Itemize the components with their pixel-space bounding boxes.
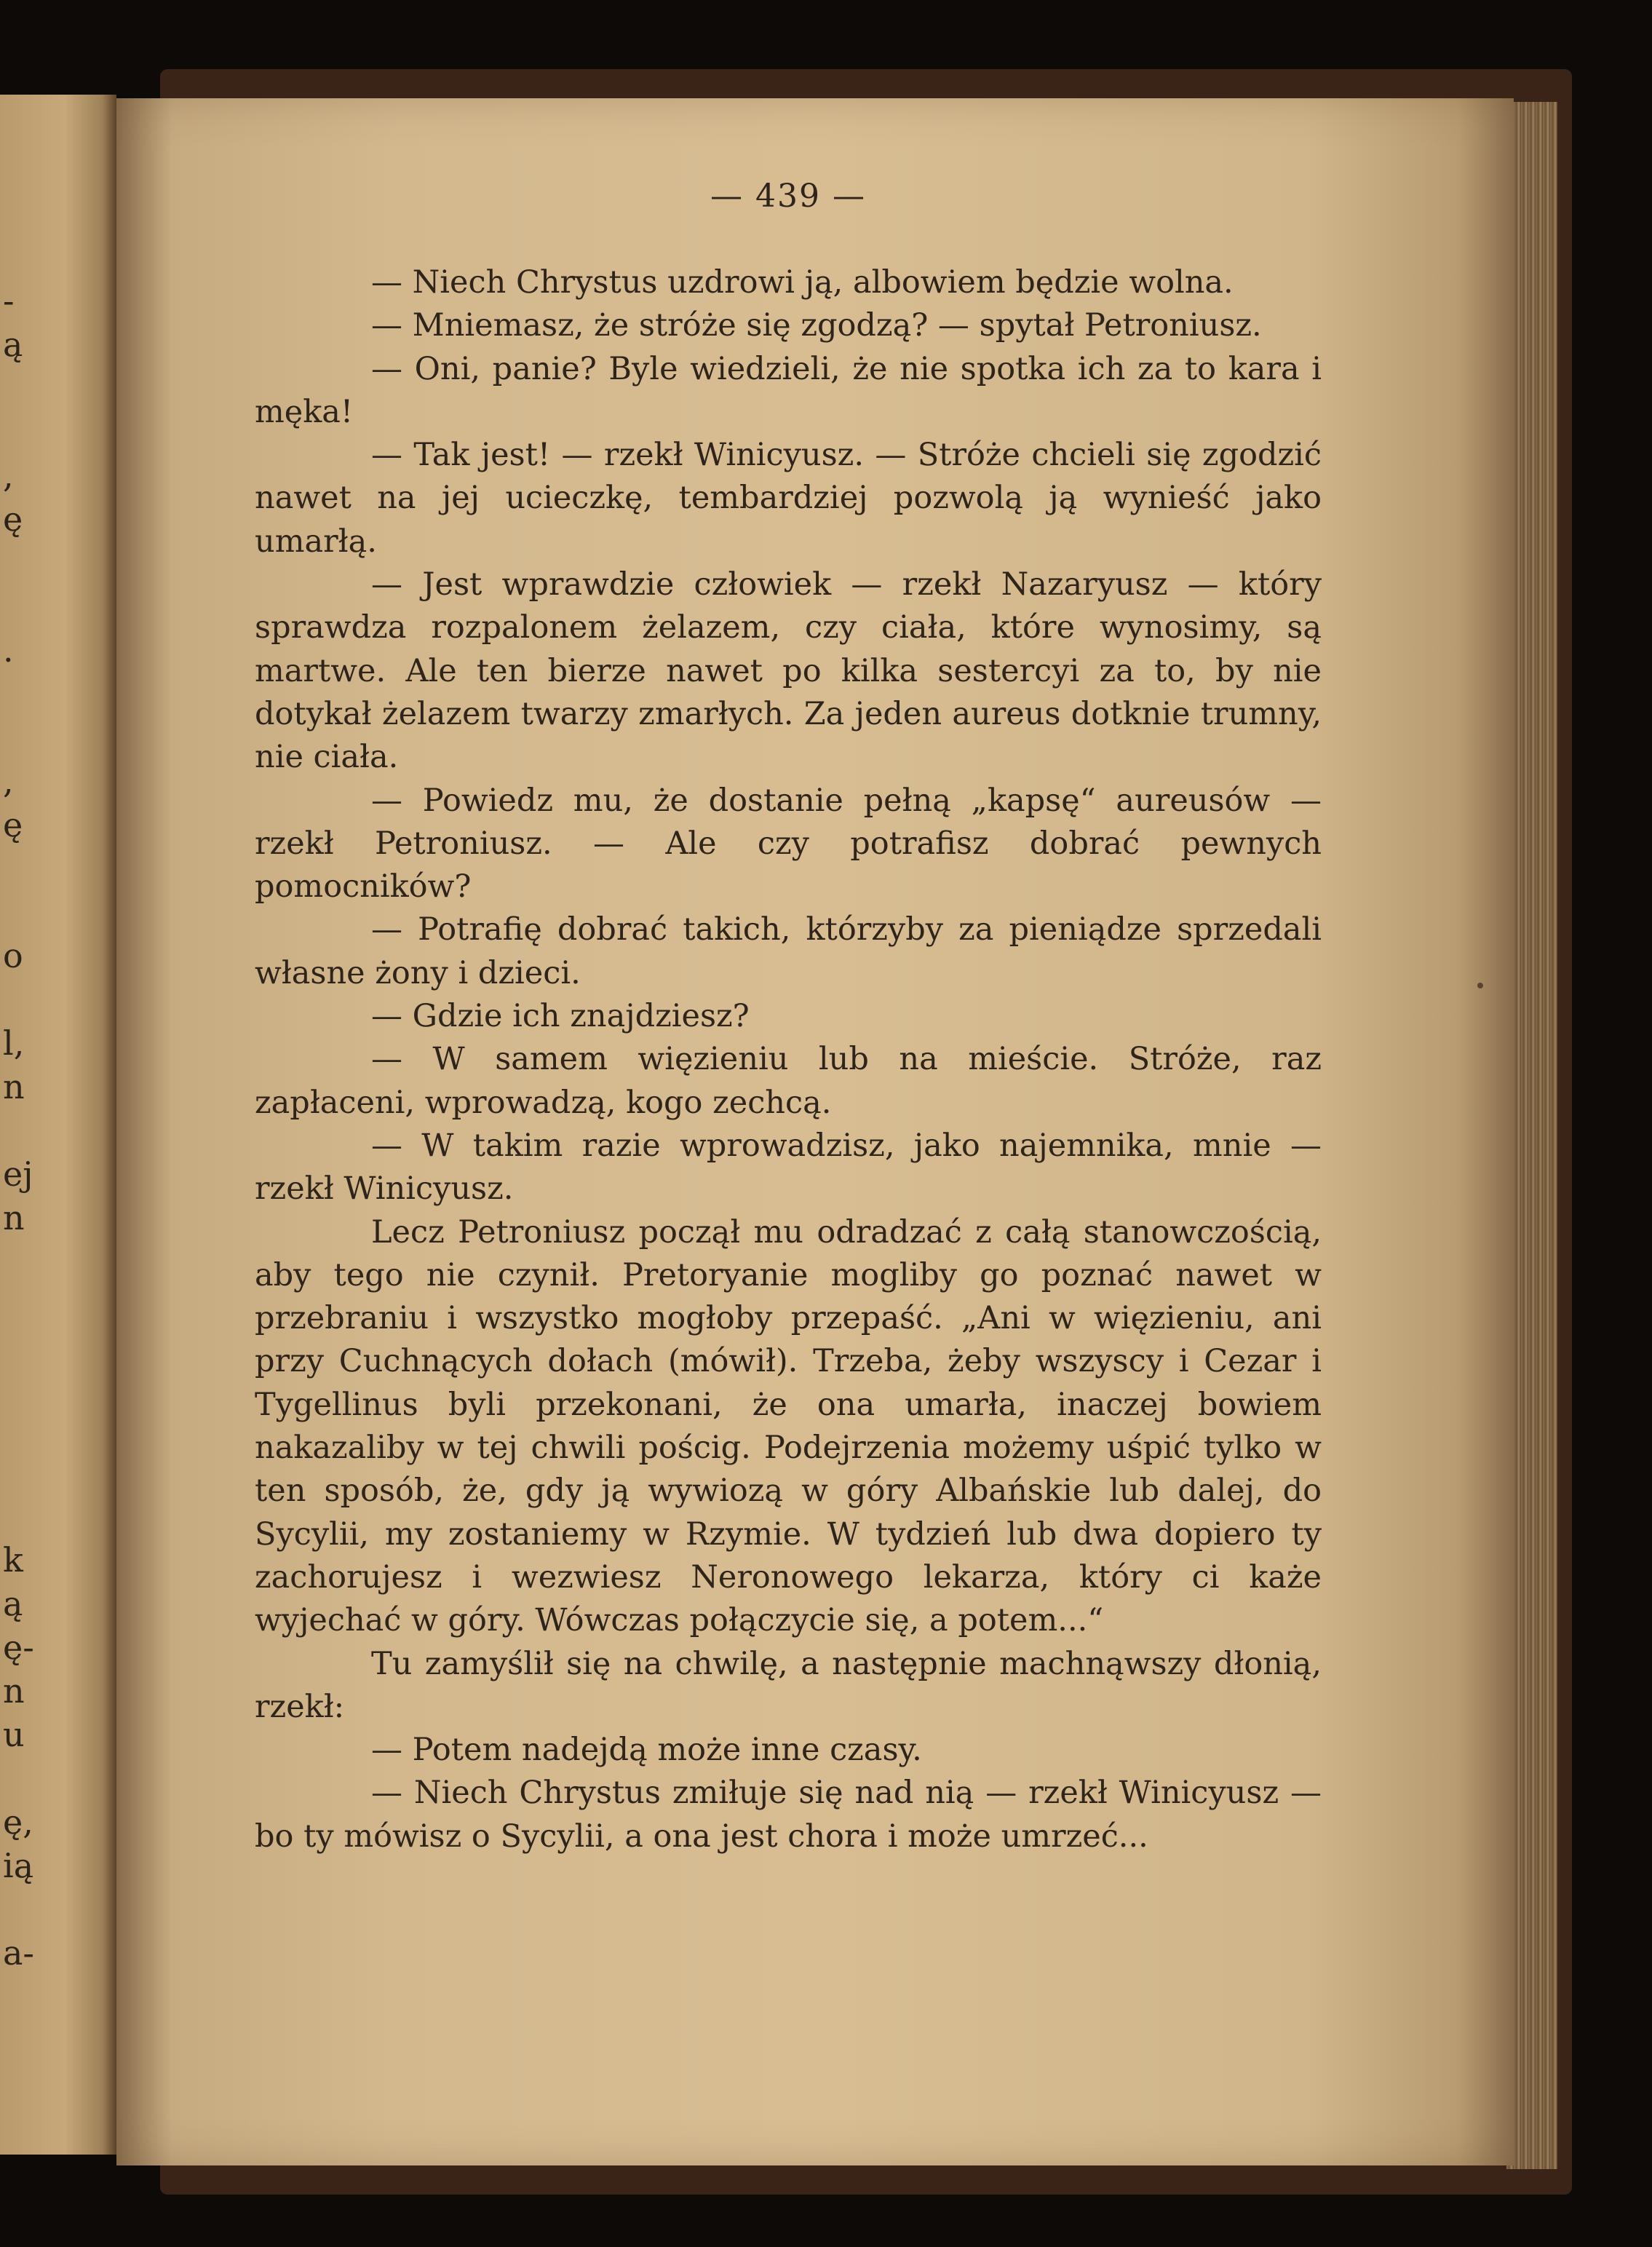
left-page-fragment: ę, [3, 1802, 33, 1842]
paragraph: — Niech Chrystus zmiłuje się nad nią — rzekł Winicyusz — bo ty mówisz o Sycylii, a ona jest chora i może umrzeć... [255, 1775, 1322, 1855]
paragraph: Lecz Petroniusz począł mu odradzać z całą stanowczością, aby tego nie czynił. Pretoryanie mogliby go poznać nawet w przebraniu i wszystko mogłoby przepaść. „Ani w więzieniu, ani przy Cuchnących dołach (mówił). Trzeba, żeby wszyscy i Cezar i Tygellinus byli przekonani, że ona umarła, inaczej bowiem nakazaliby w tej chwili pościg. Podejrzenia możemy uśpić tylko w ten sposób, że, gdy ją wywiozą w góry Albańskie lub dalej, do Sycylii, my zostaniemy w Rzymie. W tydzień lub dwa dopiero ty zachorujesz i wezwiesz Neronowego lekarza, który ci każe wyjechać w góry. Wówczas połączycie się, a potem...“ [255, 1213, 1322, 1639]
left-page-fragment: ej [3, 1154, 33, 1194]
left-page-fragment: l, [3, 1023, 25, 1063]
paragraph: — Gdzie ich znajdziesz? [371, 998, 750, 1035]
left-page-edge [0, 95, 116, 2155]
left-page-fragment: ą [3, 325, 23, 364]
left-page-fragment: ę [3, 499, 23, 539]
left-page-fragment: , [3, 456, 14, 495]
left-page-fragment: . [3, 630, 14, 670]
paragraph: — W samem więzieniu lub na mieście. Stróże, raz zapłaceni, wprowadzą, kogo zechcą. [255, 1041, 1322, 1121]
paragraph: — Potrafię dobrać takich, którzyby za pieniądze sprzedali własne żony i dzieci. [255, 911, 1322, 991]
left-page-fragment: ią [3, 1846, 34, 1885]
paper-speck [1477, 983, 1483, 988]
left-page-fragment: ę- [3, 1628, 34, 1667]
paragraph: — Powiedz mu, że dostanie pełną „kapsę“ aureusów — rzekł Petroniusz. — Ale czy potrafisz dobrać pewnych pomocników? [255, 782, 1322, 905]
page-number: — 439 — [710, 178, 866, 215]
page-text [255, 175, 1322, 1858]
left-page-fragment: ę [3, 805, 23, 844]
paragraph: — Mniemasz, że stróże się zgodzą? — spytał Petroniusz. [371, 307, 1262, 344]
left-page-fragment: o [3, 936, 23, 975]
left-page-fragment: n [3, 1067, 25, 1106]
left-page-fragment: ą [3, 1584, 23, 1623]
paragraph: — Jest wprawdzie człowiek — rzekł Nazaryusz — który sprawdza rozpalonem żelazem, czy ciała, które wynosimy, są martwe. Ale ten bierze nawet po kilka sestercyi za to, by nie dotykał żelazem twarzy zmarłych. Za jeden aureus dotknie trumny, nie ciała. [255, 566, 1322, 776]
page-edges [1506, 102, 1557, 2169]
left-page-fragment: - [3, 281, 15, 320]
left-page-fragment: u [3, 1715, 25, 1754]
paragraph: — Oni, panie? Byle wiedzieli, że nie spotka ich za to kara i męka! [255, 350, 1322, 430]
paragraph: — Niech Chrystus uzdrowi ją, albowiem będzie wolna. [371, 264, 1234, 301]
left-page-fragment: k [3, 1540, 23, 1580]
left-page-fragment: n [3, 1671, 25, 1711]
paragraph: — Potem nadejdą może inne czasy. [371, 1732, 922, 1769]
paragraph: — Tak jest! — rzekł Winicyusz. — Stróże chcieli się zgodzić nawet na jej ucieczkę, tembardziej pozwolą ją wynieść jako umarłą. [255, 437, 1322, 560]
left-page-fragment: a- [3, 1933, 34, 1973]
paragraph: Tu zamyślił się na chwilę, a następnie machnąwszy dłonią, rzekł: [255, 1645, 1322, 1725]
left-page-fragment: n [3, 1198, 25, 1237]
paragraph: — W takim razie wprowadzisz, jako najemnika, mnie — rzekł Winicyusz. [255, 1127, 1322, 1208]
left-page-fragment: , [3, 761, 14, 801]
